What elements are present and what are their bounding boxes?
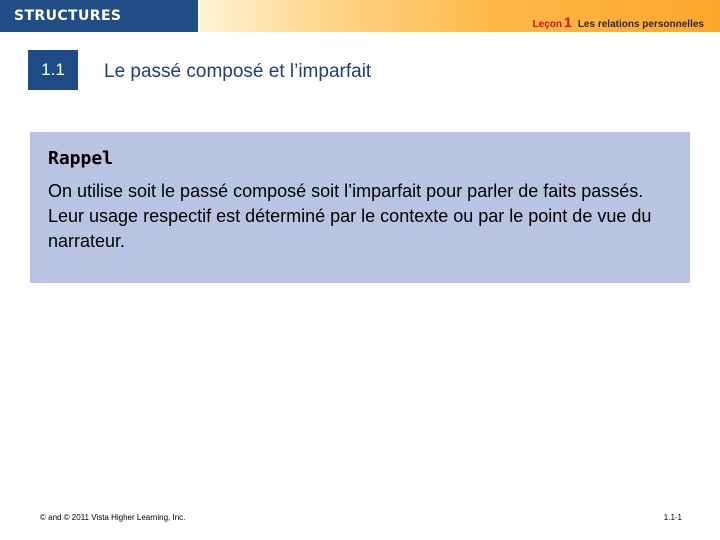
- footer-page-number: 1.1-1: [663, 513, 682, 522]
- top-banner: [0, 0, 720, 32]
- footer-copyright: © and © 2011 Vista Higher Learning, Inc.: [40, 513, 186, 522]
- brand-band: [0, 0, 198, 32]
- rappel-box: [30, 132, 690, 283]
- section-title: Le passé composé et l’imparfait: [104, 61, 372, 82]
- lesson-label: [533, 15, 704, 30]
- lesson-number: 1: [564, 14, 572, 30]
- lesson-title: Les relations personnelles: [577, 19, 704, 30]
- lesson-band: [200, 0, 720, 32]
- rappel-body: On utilise soit le passé composé soit l’imparfait pour parler de faits passés. Leur usage respectif est déterminé par le contexte ou par le point de vue du narrateur.: [48, 181, 652, 251]
- rappel-heading: Rappel: [48, 148, 114, 169]
- lesson-word: Leçon: [532, 19, 563, 30]
- section-number-badge: 1.1: [28, 50, 78, 90]
- brand-label: STRUCTURES: [14, 8, 122, 24]
